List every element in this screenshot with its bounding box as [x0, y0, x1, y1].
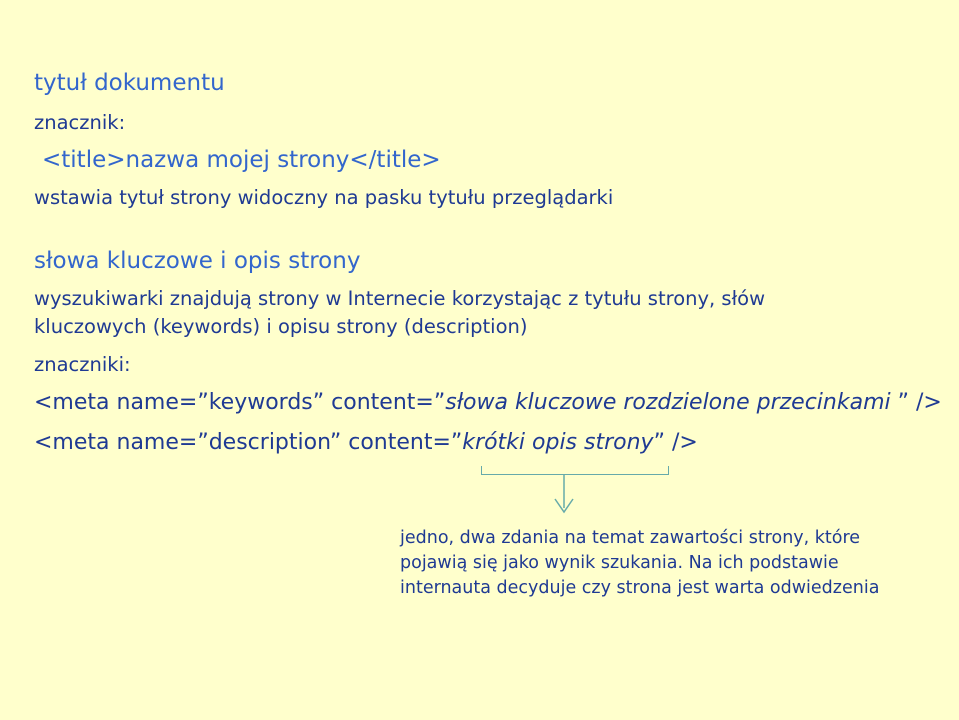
- title-tag-code: <title>nazwa mojej strony</title>: [42, 147, 441, 173]
- title-description: wstawia tytuł strony widoczny na pasku tytułu przeglądarki: [34, 186, 614, 209]
- section-heading-title: tytuł dokumentu: [34, 70, 225, 96]
- meta-keywords-suffix: ” />: [890, 390, 942, 415]
- meta-description-prefix: <meta name=”description” content=”: [34, 430, 463, 455]
- meta-keywords-prefix: <meta name=”keywords” content=”: [34, 390, 446, 415]
- description-note: [400, 526, 879, 601]
- meta-description-suffix: ” />: [653, 430, 698, 455]
- note-line1: jedno, dwa zdania na temat zawartości strony, które: [400, 528, 861, 548]
- tags-label: znaczniki:: [34, 353, 131, 376]
- meta-description-line2: kluczowych (keywords) i opisu strony (description): [34, 315, 528, 338]
- bracket-marker: [481, 466, 669, 475]
- note-line2: pojawią się jako wynik szukania. Na ich podstawie: [400, 553, 839, 573]
- meta-description-line1: wyszukiwarki znajdują strony w Internecie korzystając z tytułu strony, słów: [34, 287, 766, 310]
- meta-keywords-code: [34, 390, 942, 416]
- meta-description-code: [34, 430, 698, 456]
- arrow-down-icon: [553, 474, 575, 516]
- section-heading-meta: słowa kluczowe i opis strony: [34, 248, 361, 274]
- note-line3: internauta decyduje czy strona jest warta odwiedzenia: [400, 578, 880, 598]
- tag-label: znacznik:: [34, 111, 126, 134]
- meta-keywords-value: słowa kluczowe rozdzielone przecinkami: [445, 390, 891, 415]
- meta-description-value: krótki opis strony: [462, 430, 654, 455]
